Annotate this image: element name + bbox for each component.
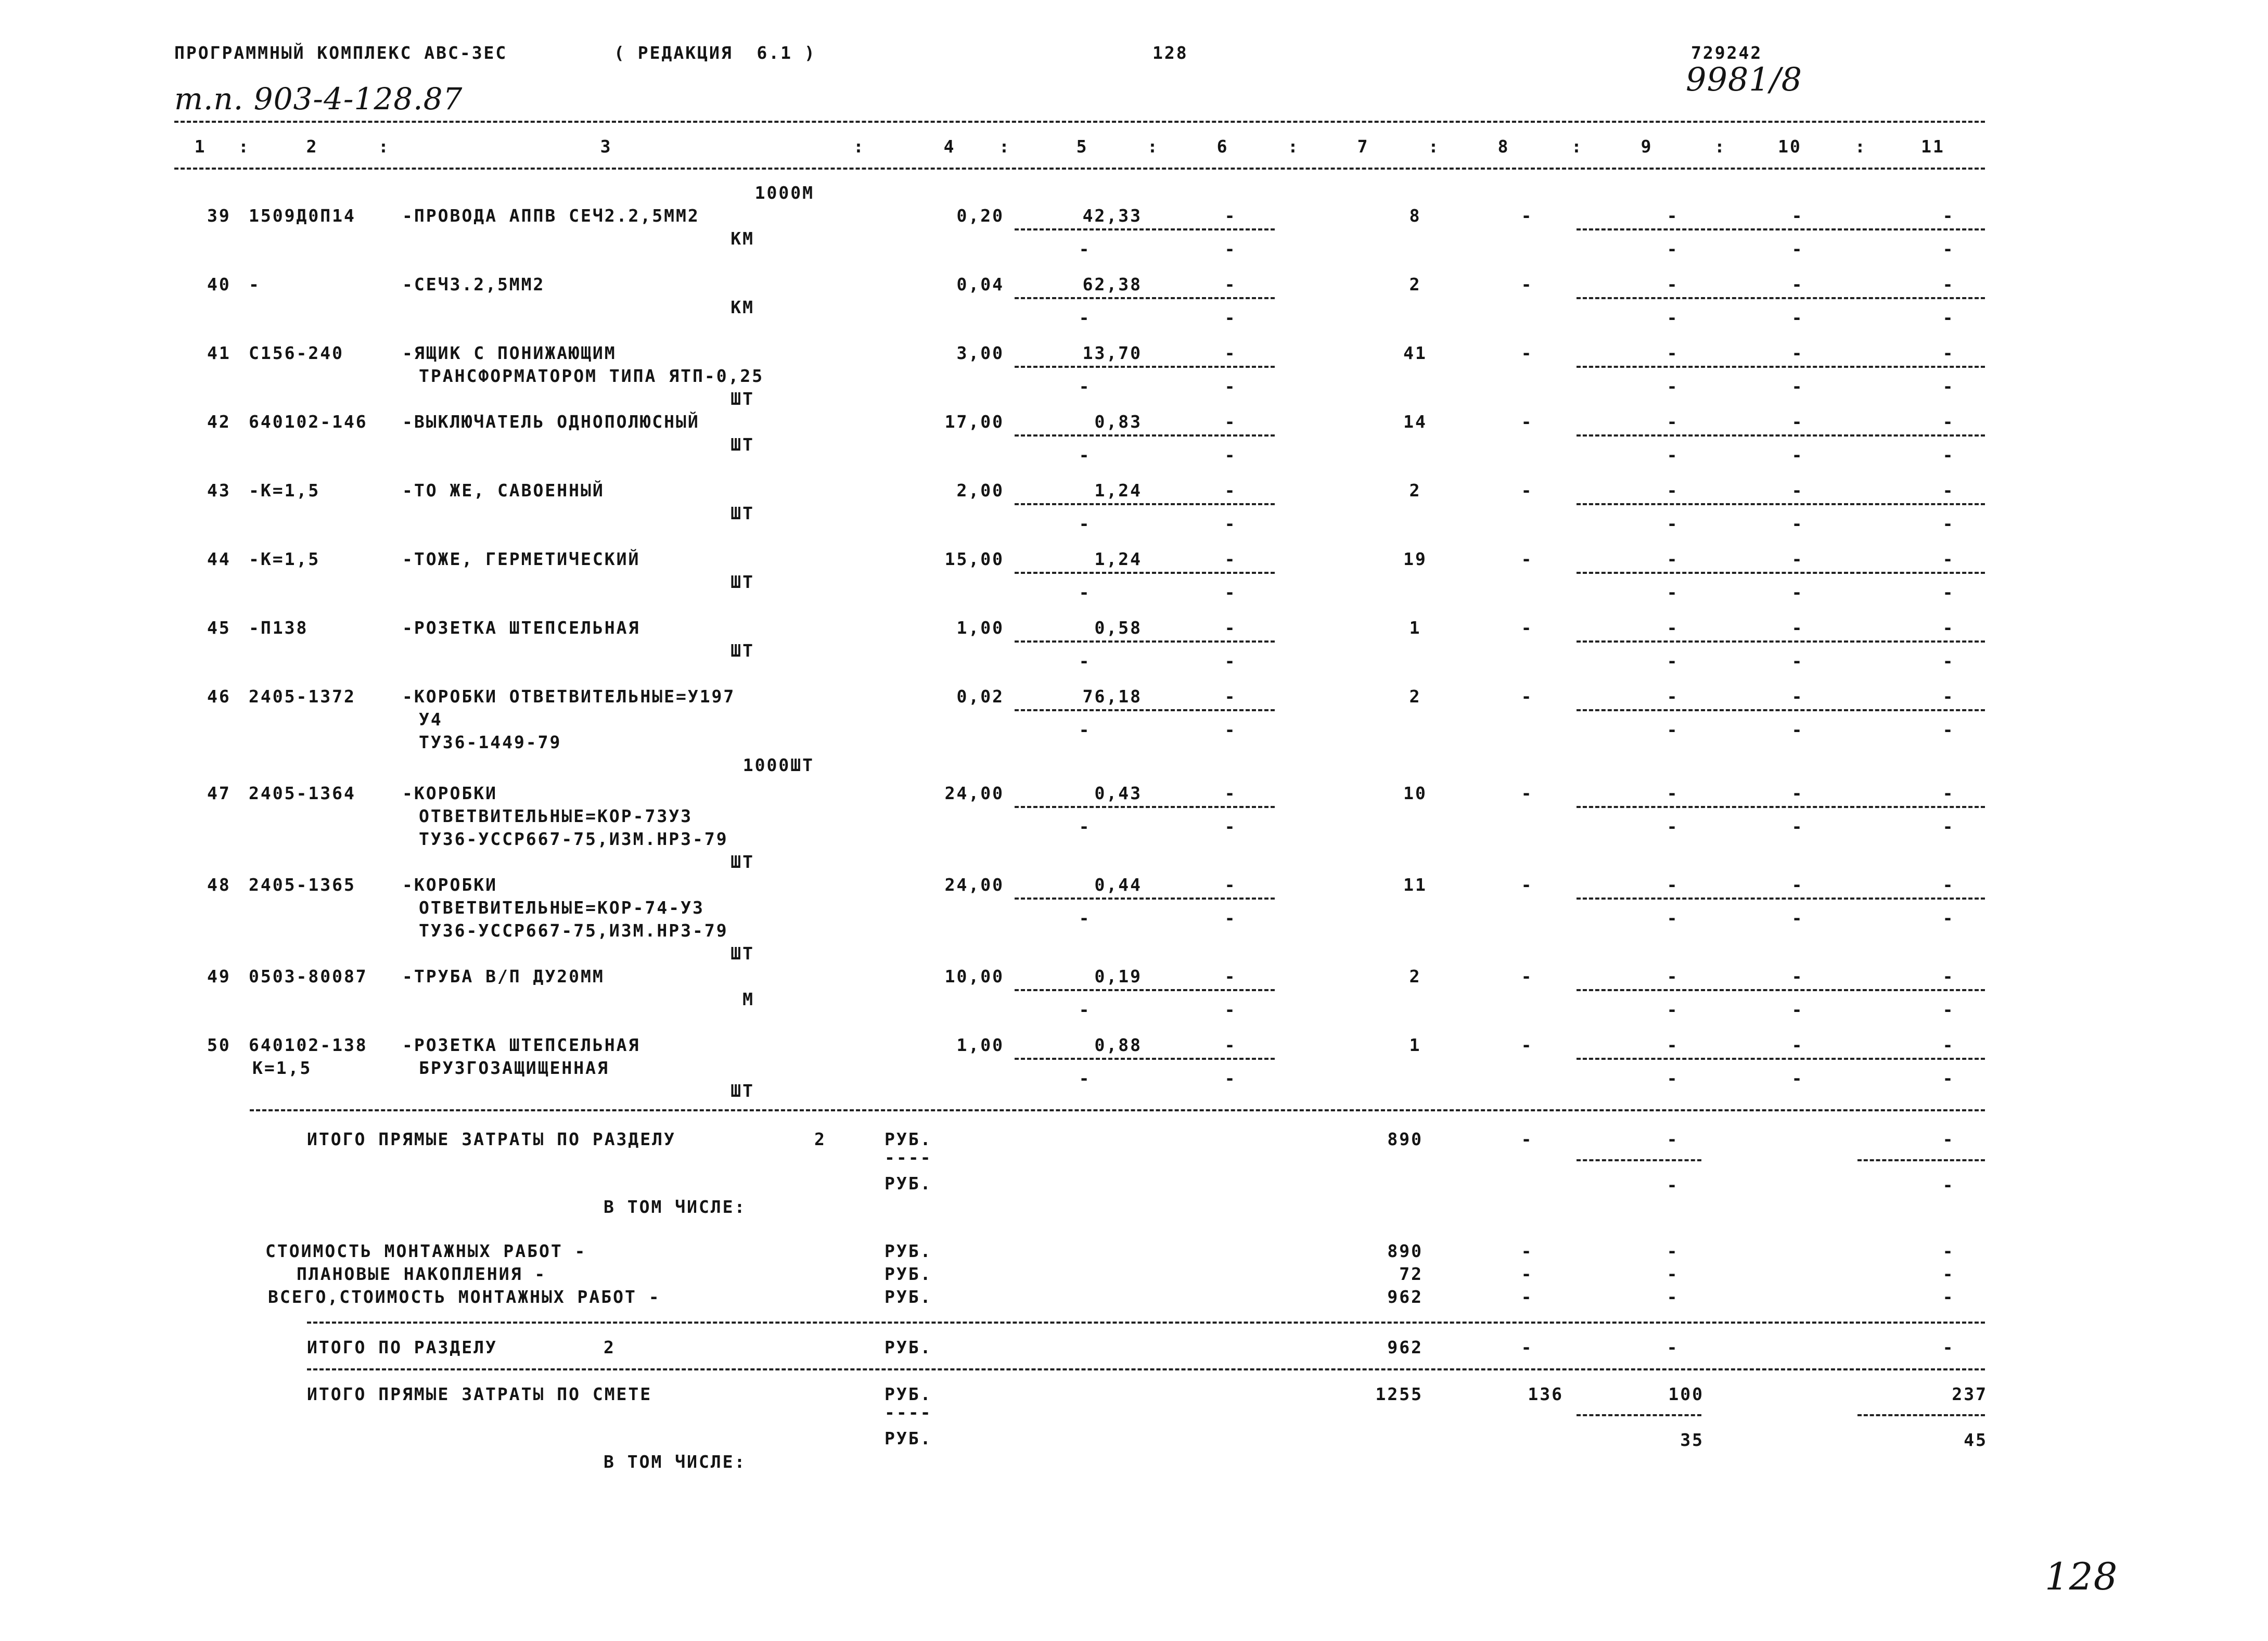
row-number: 44 [207, 549, 231, 569]
row-sub-dash: - [1079, 1068, 1091, 1088]
row-code: -К=1,5 [249, 549, 321, 569]
column-separator: : [1571, 136, 1583, 157]
row-col9: - [1667, 875, 1679, 895]
row-sub-dash: - [1079, 999, 1091, 1020]
row-sub-dash: - [1224, 376, 1237, 396]
row-sub-dash: - [1079, 651, 1091, 671]
row-sub-dash: - [1667, 816, 1679, 837]
row-description-line: ТУ36-1449-79 [419, 732, 562, 752]
totals-direct-col11-second: - [1942, 1175, 1955, 1195]
estimate-direct-unit-rule: ---- [885, 1402, 932, 1422]
row-col11: - [1942, 875, 1955, 895]
row-col6: - [1224, 412, 1237, 432]
section-total-col9: - [1667, 1337, 1679, 1357]
column-header-2: 2 [306, 136, 318, 157]
row-sub-dash: - [1079, 445, 1091, 465]
row-description-line: -ПРОВОДА АППВ СЕЧ2.2,5ММ2 [402, 206, 700, 226]
row-col11: - [1942, 412, 1955, 432]
estimate-direct-rule-col11 [1857, 1414, 1985, 1416]
section-total-col11: - [1942, 1337, 1955, 1357]
row-quantity: 3,00 [956, 343, 1004, 363]
row-sub-dash: - [1224, 908, 1237, 928]
row-sub-dash: - [1791, 816, 1804, 837]
column-separator: : [999, 136, 1011, 157]
section-total-unit: РУБ. [885, 1337, 932, 1357]
row-sub-dash: - [1224, 651, 1237, 671]
row-quantity: 10,00 [944, 966, 1004, 986]
row-col10: - [1791, 206, 1804, 226]
row-col11: - [1942, 274, 1955, 294]
row-col9: - [1667, 412, 1679, 432]
row-col7: 2 [1409, 274, 1421, 294]
row-number: 47 [207, 783, 231, 803]
row-col11: - [1942, 966, 1955, 986]
row-col8: - [1521, 1035, 1533, 1055]
column-header-9: 9 [1641, 136, 1653, 157]
row-code: 640102-146 [249, 412, 368, 432]
row-description-line: -КОРОБКИ [402, 783, 497, 803]
section-total-label: ИТОГО ПО РАЗДЕЛУ [307, 1337, 497, 1357]
row-description-line: -ТРУБА В/П ДУ20ММ [402, 966, 605, 986]
row-number: 43 [207, 480, 231, 501]
row-sub-dash: - [1224, 1068, 1237, 1088]
totals-direct-rule-col9 [1577, 1159, 1701, 1161]
estimate-direct-col9-second: 35 [1680, 1430, 1704, 1450]
row-description-line: -ТОЖЕ, ГЕРМЕТИЧЕСКИЙ [402, 549, 640, 569]
estimate-direct-col11-second: 45 [1964, 1430, 1988, 1450]
row-quantity: 0,04 [956, 274, 1004, 294]
row-code: 640102-138 [249, 1035, 368, 1055]
row-sub-dash: - [1667, 720, 1679, 740]
row-sub-dash: - [1079, 720, 1091, 740]
row-col9: - [1667, 480, 1679, 501]
column-header-1: 1 [194, 136, 207, 157]
row-sub-dash: - [1224, 445, 1237, 465]
row-col8: - [1521, 274, 1533, 294]
totals-direct-section: 2 [814, 1129, 826, 1149]
row-col6: - [1224, 343, 1237, 363]
column-separator: : [378, 136, 390, 157]
row-description-line: ОТВЕТВИТЕЛЬНЫЕ=КОР-74-У3 [419, 898, 704, 918]
row-col8: - [1521, 480, 1533, 501]
row-sub-dash: - [1667, 1068, 1679, 1088]
row-col7: 10 [1403, 783, 1427, 803]
stamp-number: 9981/8 [1686, 60, 1803, 98]
row-col11: - [1942, 343, 1955, 363]
row-col9: - [1667, 966, 1679, 986]
row-col7: 2 [1409, 686, 1421, 707]
row-unit: ШТ [731, 640, 754, 661]
row-sub-dash: - [1667, 908, 1679, 928]
row-col6: - [1224, 686, 1237, 707]
row-col11: - [1942, 783, 1955, 803]
row-col8: - [1521, 686, 1533, 707]
row-code: 2405-1365 [249, 875, 356, 895]
row-col8: - [1521, 549, 1533, 569]
totals-direct-rule-col11 [1857, 1159, 1985, 1161]
breakdown-unit: РУБ. [885, 1287, 932, 1307]
totals-rule-1 [250, 1109, 1985, 1111]
row-description-line: -РОЗЕТКА ШТЕПСЕЛЬНАЯ [402, 1035, 640, 1055]
row-description-line: -КОРОБКИ ОТВЕТВИТЕЛЬНЫЕ=У197 [402, 686, 736, 707]
row-code: - [249, 274, 261, 294]
row-unit: 1000ШТ [742, 755, 814, 775]
row-col7: 19 [1403, 549, 1427, 569]
row-sub-dash: - [1079, 816, 1091, 837]
row-col6: - [1224, 480, 1237, 501]
row-description-line: ТРАНСФОРМАТОРОМ ТИПА ЯТП-0,25 [419, 366, 764, 386]
row-unit: М [742, 989, 754, 1009]
row-sub-dash: - [1942, 582, 1955, 602]
row-price: 62,38 [1082, 274, 1142, 294]
row-sub-dash: - [1791, 376, 1804, 396]
row-sub-dash: - [1667, 376, 1679, 396]
row-col9: - [1667, 549, 1679, 569]
row-col11: - [1942, 206, 1955, 226]
row-col10: - [1791, 480, 1804, 501]
row-col7: 8 [1409, 206, 1421, 226]
row-sub-dash: - [1791, 307, 1804, 328]
row-sub-dash: - [1942, 908, 1955, 928]
row-description-line: -ЯЩИК С ПОНИЖАЮЩИМ [402, 343, 617, 363]
row-col6: - [1224, 549, 1237, 569]
row-unit: ШТ [731, 572, 754, 592]
row-price: 0,19 [1094, 966, 1142, 986]
breakdown-col11: - [1942, 1264, 1955, 1284]
estimate-direct-col11: 237 [1952, 1384, 1988, 1404]
row-quantity: 17,00 [944, 412, 1004, 432]
row-col10: - [1791, 966, 1804, 986]
row-col9: - [1667, 686, 1679, 707]
row-col11: - [1942, 686, 1955, 707]
row-sub-dash: - [1224, 816, 1237, 837]
column-header-11: 11 [1921, 136, 1945, 157]
row-number: 48 [207, 875, 231, 895]
row-sub-dash: - [1791, 582, 1804, 602]
row-sub-dash: - [1667, 445, 1679, 465]
row-unit: ШТ [731, 1081, 754, 1101]
row-col8: - [1521, 875, 1533, 895]
row-description-line: БРУЗГОЗАЩИЩЕННАЯ [419, 1058, 609, 1078]
program-title: ПРОГРАММНЫЙ КОМПЛЕКС АВС-ЗЕС [174, 43, 508, 63]
row-col7: 1 [1409, 618, 1421, 638]
breakdown-col9: - [1667, 1264, 1679, 1284]
row-sub-dash: - [1791, 908, 1804, 928]
section-total-col7: 962 [1387, 1337, 1423, 1357]
totals-direct-col9-second: - [1667, 1175, 1679, 1195]
row-price: 0,44 [1094, 875, 1142, 895]
totals-direct-unit2: РУБ. [885, 1173, 932, 1194]
section-total-col8: - [1521, 1337, 1533, 1357]
row-col10: - [1791, 875, 1804, 895]
row-sub-dash: - [1667, 307, 1679, 328]
totals-direct-col8: - [1521, 1129, 1533, 1149]
row-sub-dash: - [1667, 582, 1679, 602]
column-header-4: 4 [943, 136, 956, 157]
row-unit: ШТ [731, 503, 754, 523]
breakdown-col11: - [1942, 1287, 1955, 1307]
row-sub-dash: - [1079, 908, 1091, 928]
row-col8: - [1521, 343, 1533, 363]
row-description-line: У4 [419, 709, 443, 729]
row-number: 39 [207, 206, 231, 226]
row-unit: ШТ [731, 943, 754, 964]
row-col7: 2 [1409, 966, 1421, 986]
row-code: -П138 [249, 618, 309, 638]
page-number-top: 128 [1152, 43, 1188, 63]
row-number: 40 [207, 274, 231, 294]
column-separator: : [1428, 136, 1440, 157]
row-price: 42,33 [1082, 206, 1142, 226]
row-number: 41 [207, 343, 231, 363]
row-code: -К=1,5 [249, 480, 321, 501]
row-sub-dash: - [1079, 307, 1091, 328]
row-number: 50 [207, 1035, 231, 1055]
row-col7: 11 [1403, 875, 1427, 895]
row-sub-dash: - [1942, 1068, 1955, 1088]
row-col6: - [1224, 783, 1237, 803]
section-total-section: 2 [604, 1337, 616, 1357]
row-col6: - [1224, 618, 1237, 638]
including-label: В ТОМ ЧИСЛЕ: [604, 1197, 747, 1217]
row-sub-dash: - [1224, 999, 1237, 1020]
row-description-line: -РОЗЕТКА ШТЕПСЕЛЬНАЯ [402, 618, 640, 638]
row-col6: - [1224, 875, 1237, 895]
row-col9: - [1667, 783, 1679, 803]
row-sub-dash: - [1791, 1068, 1804, 1088]
row-description-line: -СЕЧ3.2,5ММ2 [402, 274, 545, 294]
row-unit: ШТ [731, 434, 754, 455]
row-sub-dash: - [1942, 514, 1955, 534]
row-col10: - [1791, 412, 1804, 432]
breakdown-unit: РУБ. [885, 1241, 932, 1261]
estimate-direct-label: ИТОГО ПРЯМЫЕ ЗАТРАТЫ ПО СМЕТЕ [307, 1384, 652, 1404]
row-col11: - [1942, 549, 1955, 569]
breakdown-label: ВСЕГО,СТОИМОСТЬ МОНТАЖНЫХ РАБОТ - [268, 1287, 661, 1307]
row-code: 2405-1372 [249, 686, 356, 707]
column-header-10: 10 [1778, 136, 1802, 157]
estimate-direct-unit2: РУБ. [885, 1428, 932, 1448]
row-col10: - [1791, 783, 1804, 803]
estimate-direct-col7: 1255 [1375, 1384, 1423, 1404]
row-sub-dash: - [1667, 239, 1679, 259]
row-col10: - [1791, 549, 1804, 569]
row-unit: ШТ [731, 389, 754, 409]
row-col9: - [1667, 618, 1679, 638]
row-quantity: 24,00 [944, 875, 1004, 895]
totals-direct-label: ИТОГО ПРЯМЫЕ ЗАТРАТЫ ПО РАЗДЕЛУ [307, 1129, 676, 1149]
document-number: 729242 [1691, 43, 1763, 63]
row-col9: - [1667, 206, 1679, 226]
breakdown-col7: 962 [1387, 1287, 1423, 1307]
row-col7: 14 [1403, 412, 1427, 432]
totals-direct-col7: 890 [1387, 1129, 1423, 1149]
breakdown-col11: - [1942, 1241, 1955, 1261]
estimate-direct-col9: 100 [1668, 1384, 1704, 1404]
row-sub-dash: - [1079, 514, 1091, 534]
row-col10: - [1791, 686, 1804, 707]
column-header-7: 7 [1357, 136, 1369, 157]
row-unit-above: 1000М [754, 183, 814, 203]
row-sub-dash: - [1667, 999, 1679, 1020]
totals-rule-3 [307, 1368, 1985, 1370]
row-price: 76,18 [1082, 686, 1142, 707]
row-sub-dash: - [1942, 376, 1955, 396]
row-quantity: 2,00 [956, 480, 1004, 501]
row-sub-dash: - [1942, 307, 1955, 328]
breakdown-label: ПЛАНОВЫЕ НАКОПЛЕНИЯ - [297, 1264, 547, 1284]
row-code: 2405-1364 [249, 783, 356, 803]
breakdown-col9: - [1667, 1287, 1679, 1307]
row-col8: - [1521, 206, 1533, 226]
column-separator: : [1855, 136, 1867, 157]
row-price: 13,70 [1082, 343, 1142, 363]
including-label-2: В ТОМ ЧИСЛЕ: [604, 1452, 747, 1472]
row-sub-dash: - [1942, 651, 1955, 671]
row-description-line: ТУ36-УССР667-75,ИЗМ.НР3-79 [419, 920, 728, 941]
row-sub-dash: - [1942, 239, 1955, 259]
breakdown-col9: - [1667, 1241, 1679, 1261]
estimate-direct-col8: 136 [1528, 1384, 1564, 1404]
row-sub-dash: - [1791, 239, 1804, 259]
row-price: 0,83 [1094, 412, 1142, 432]
breakdown-col8: - [1521, 1241, 1533, 1261]
row-description-line: -КОРОБКИ [402, 875, 497, 895]
breakdown-unit: РУБ. [885, 1264, 932, 1284]
row-sub-dash: - [1079, 239, 1091, 259]
row-col11: - [1942, 480, 1955, 501]
breakdown-col8: - [1521, 1287, 1533, 1307]
row-price: 1,24 [1094, 480, 1142, 501]
breakdown-col7: 890 [1387, 1241, 1423, 1261]
row-sub-dash: - [1667, 651, 1679, 671]
row-col11: - [1942, 1035, 1955, 1055]
column-separator: : [1147, 136, 1159, 157]
row-quantity: 0,20 [956, 206, 1004, 226]
column-separator: : [1714, 136, 1726, 157]
row-sub-dash: - [1942, 999, 1955, 1020]
estimate-direct-unit: РУБ. [885, 1384, 932, 1404]
row-col10: - [1791, 274, 1804, 294]
estimate-direct-rule-col9 [1577, 1414, 1701, 1416]
row-sub-dash: - [1942, 720, 1955, 740]
column-header-6: 6 [1216, 136, 1229, 157]
row-sub-dash: - [1791, 445, 1804, 465]
row-price: 0,43 [1094, 783, 1142, 803]
row-number: 42 [207, 412, 231, 432]
row-sub-dash: - [1791, 999, 1804, 1020]
row-sub-dash: - [1942, 445, 1955, 465]
row-col7: 2 [1409, 480, 1421, 501]
column-header-5: 5 [1076, 136, 1088, 157]
row-col11: - [1942, 618, 1955, 638]
row-sub-dash: - [1224, 514, 1237, 534]
row-description-line: ТУ36-УССР667-75,ИЗМ.НР3-79 [419, 829, 728, 849]
row-sub-dash: - [1791, 514, 1804, 534]
row-sub-dash: - [1791, 720, 1804, 740]
breakdown-label: СТОИМОСТЬ МОНТАЖНЫХ РАБОТ - [265, 1241, 587, 1261]
row-sub-dash: - [1224, 239, 1237, 259]
totals-direct-col11: - [1942, 1129, 1955, 1149]
row-sub-dash: - [1667, 514, 1679, 534]
row-col9: - [1667, 1035, 1679, 1055]
row-code: 0503-80087 [249, 966, 368, 986]
row-price: 1,24 [1094, 549, 1142, 569]
row-sub-dash: - [1791, 651, 1804, 671]
row-unit: КМ [731, 228, 754, 249]
row-unit: ШТ [731, 852, 754, 872]
row-price: 0,88 [1094, 1035, 1142, 1055]
column-separator: : [853, 136, 865, 157]
breakdown-col7: 72 [1399, 1264, 1423, 1284]
handwritten-page-number: 128 [2045, 1555, 2118, 1598]
column-header-8: 8 [1497, 136, 1510, 157]
row-col9: - [1667, 343, 1679, 363]
row-col8: - [1521, 412, 1533, 432]
row-description-line: -ТО ЖЕ, САВОЕННЫЙ [402, 480, 605, 501]
totals-direct-unit-rule: ---- [885, 1147, 932, 1168]
row-description-line: ОТВЕТВИТЕЛЬНЫЕ=КОР-73У3 [419, 806, 693, 826]
row-code: 1509Д0П14 [249, 206, 356, 226]
row-col8: - [1521, 618, 1533, 638]
row-sub-dash: - [1079, 376, 1091, 396]
column-header-3: 3 [600, 136, 612, 157]
edition-label: ( РЕДАКЦИЯ 6.1 ) [614, 43, 816, 63]
row-price: 0,58 [1094, 618, 1142, 638]
totals-direct-unit: РУБ. [885, 1129, 932, 1149]
row-col8: - [1521, 966, 1533, 986]
row-code: С156-240 [249, 343, 344, 363]
row-col6: - [1224, 274, 1237, 294]
row-number: 46 [207, 686, 231, 707]
project-code: т.п. 903-4-128.87 [174, 81, 463, 117]
totals-direct-col9: - [1667, 1129, 1679, 1149]
totals-rule-2 [307, 1322, 1985, 1324]
row-col6: - [1224, 966, 1237, 986]
breakdown-col8: - [1521, 1264, 1533, 1284]
row-quantity: 24,00 [944, 783, 1004, 803]
column-separator: : [238, 136, 250, 157]
row-number: 45 [207, 618, 231, 638]
row-sub-dash: - [1224, 582, 1237, 602]
row-col6: - [1224, 206, 1237, 226]
row-col10: - [1791, 343, 1804, 363]
row-col9: - [1667, 274, 1679, 294]
row-sub-dash: - [1224, 307, 1237, 328]
column-separator: : [1288, 136, 1300, 157]
row-quantity: 1,00 [956, 1035, 1004, 1055]
row-sub-dash: - [1079, 582, 1091, 602]
row-code-extra: К=1,5 [252, 1058, 312, 1078]
row-number: 49 [207, 966, 231, 986]
row-col10: - [1791, 1035, 1804, 1055]
row-col7: 1 [1409, 1035, 1421, 1055]
row-col10: - [1791, 618, 1804, 638]
row-quantity: 15,00 [944, 549, 1004, 569]
row-col7: 41 [1403, 343, 1427, 363]
row-quantity: 1,00 [956, 618, 1004, 638]
row-col8: - [1521, 783, 1533, 803]
row-sub-dash: - [1224, 720, 1237, 740]
row-sub-dash: - [1942, 816, 1955, 837]
row-quantity: 0,02 [956, 686, 1004, 707]
row-col6: - [1224, 1035, 1237, 1055]
row-unit: КМ [731, 297, 754, 317]
row-description-line: -ВЫКЛЮЧАТЕЛЬ ОДНОПОЛЮСНЫЙ [402, 412, 700, 432]
